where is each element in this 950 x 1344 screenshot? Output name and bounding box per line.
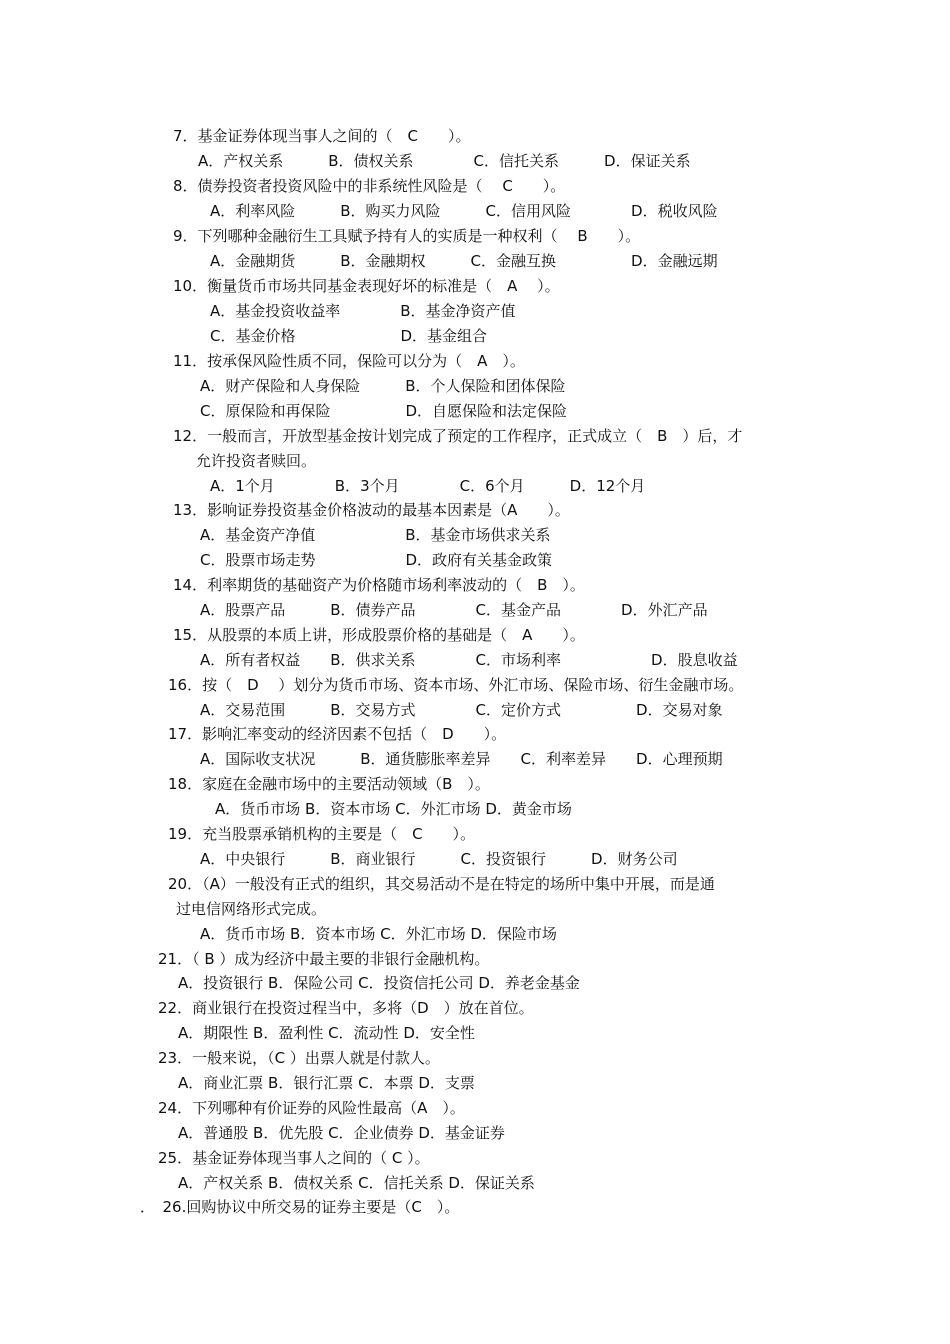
options-8: A．利率风险 B．购买力风险 C．信用风险 D．税收风险 — [210, 202, 718, 220]
question-22: 22．商业银行在投资过程当中，多将（D ）放在首位。 — [158, 999, 534, 1017]
options-10-row1: A．基金投资收益率 B．基金净资产值 — [210, 302, 516, 320]
question-21: 21．（ B ）成为经济中最主要的非银行金融机构。 — [158, 950, 490, 968]
options-11-row2: C．原保险和再保险 D．自愿保险和法定保险 — [200, 402, 568, 420]
options-9: A．金融期货 B．金融期权 C．金融互换 D．金融远期 — [210, 252, 718, 270]
question-9: 9．下列哪种金融衍生工具赋予持有人的实质是一种权利（ B ）。 — [173, 227, 641, 245]
options-14: A．股票产品 B．债券产品 C．基金产品 D．外汇产品 — [200, 601, 708, 619]
question-26: ． 26.回购协议中所交易的证券主要是（C ）。 — [140, 1198, 460, 1216]
question-17: 17．影响汇率变动的经济因素不包括（ D ）。 — [168, 725, 507, 743]
question-18: 18．家庭在金融市场中的主要活动领域（B ）。 — [168, 775, 490, 793]
question-7: 7．基金证券体现当事人之间的（ C ）。 — [173, 127, 471, 145]
options-11-row1: A．财产保险和人身保险 B．个人保险和团体保险 — [200, 377, 566, 395]
options-13-row2: C．股票市场走势 D．政府有关基金政策 — [200, 551, 553, 569]
options-21: A．投资银行 B．保险公司 C．投资信托公司 D．养老金基金 — [178, 974, 580, 992]
options-24: A．普通股 B．优先股 C．企业债券 D．基金证券 — [178, 1124, 505, 1142]
question-13: 13．影响证券投资基金价格波动的最基本因素是（A ）。 — [173, 501, 570, 519]
question-14: 14．利率期货的基础资产为价格随市场利率波动的（ B ）。 — [173, 576, 585, 594]
question-12: 12．一般而言，开放型基金按计划完成了预定的工作程序，正式成立（ B ）后，才 — [173, 427, 743, 445]
options-18: A．货币市场 B．资本市场 C．外汇市场 D．黄金市场 — [215, 800, 572, 818]
options-25: A．产权关系 B．债权关系 C．信托关系 D．保证关系 — [178, 1174, 535, 1192]
options-7: A．产权关系 B．债权关系 C．信托关系 D．保证关系 — [198, 152, 691, 170]
options-20: A．货币市场 B．资本市场 C．外汇市场 D．保险市场 — [200, 925, 557, 943]
options-12: A．1个月 B．3个月 C．6个月 D．12个月 — [210, 477, 646, 495]
question-12-cont: 允许投资者赎回。 — [196, 452, 317, 470]
question-20-cont: 过电信网络形式完成。 — [176, 900, 327, 918]
question-10: 10．衡量货币市场共同基金表现好坏的标准是（ A ）。 — [173, 277, 560, 295]
question-15: 15．从股票的本质上讲，形成股票价格的基础是（ A ）。 — [173, 626, 585, 644]
question-16: 16．按（ D ）划分为货币市场、资本市场、外汇市场、保险市场、衍生金融市场。 — [168, 676, 744, 694]
question-24: 24．下列哪种有价证券的风险性最高（A ）。 — [158, 1099, 465, 1117]
options-17: A．国际收支状况 B．通货膨胀率差异 C．利率差异 D．心理预期 — [200, 750, 723, 768]
options-10-row2: C．基金价格 D．基金组合 — [210, 327, 488, 345]
question-20: 20．（A）一般没有正式的组织，其交易活动不是在特定的场所中集中开展，而是通 — [168, 875, 715, 893]
question-23: 23．一般来说，（C ）出票人就是付款人。 — [158, 1049, 440, 1067]
options-19: A．中央银行 B．商业银行 C．投资银行 D．财务公司 — [200, 850, 678, 868]
options-22: A．期限性 B．盈利性 C．流动性 D．安全性 — [178, 1024, 475, 1042]
options-16: A．交易范围 B．交易方式 C．定价方式 D．交易对象 — [200, 701, 723, 719]
question-8: 8．债券投资者投资风险中的非系统性风险是（ C ）。 — [173, 177, 566, 195]
question-19: 19．充当股票承销机构的主要是（ C ）。 — [168, 825, 476, 843]
options-13-row1: A．基金资产净值 B．基金市场供求关系 — [200, 526, 551, 544]
question-25: 25．基金证券体现当事人之间的（ C ）。 — [158, 1149, 430, 1167]
options-23: A．商业汇票 B．银行汇票 C．本票 D．支票 — [178, 1074, 475, 1092]
options-15: A．所有者权益 B．供求关系 C．市场利率 D．股息收益 — [200, 651, 738, 669]
question-11: 11．按承保风险性质不同，保险可以分为（ A ）。 — [173, 352, 525, 370]
